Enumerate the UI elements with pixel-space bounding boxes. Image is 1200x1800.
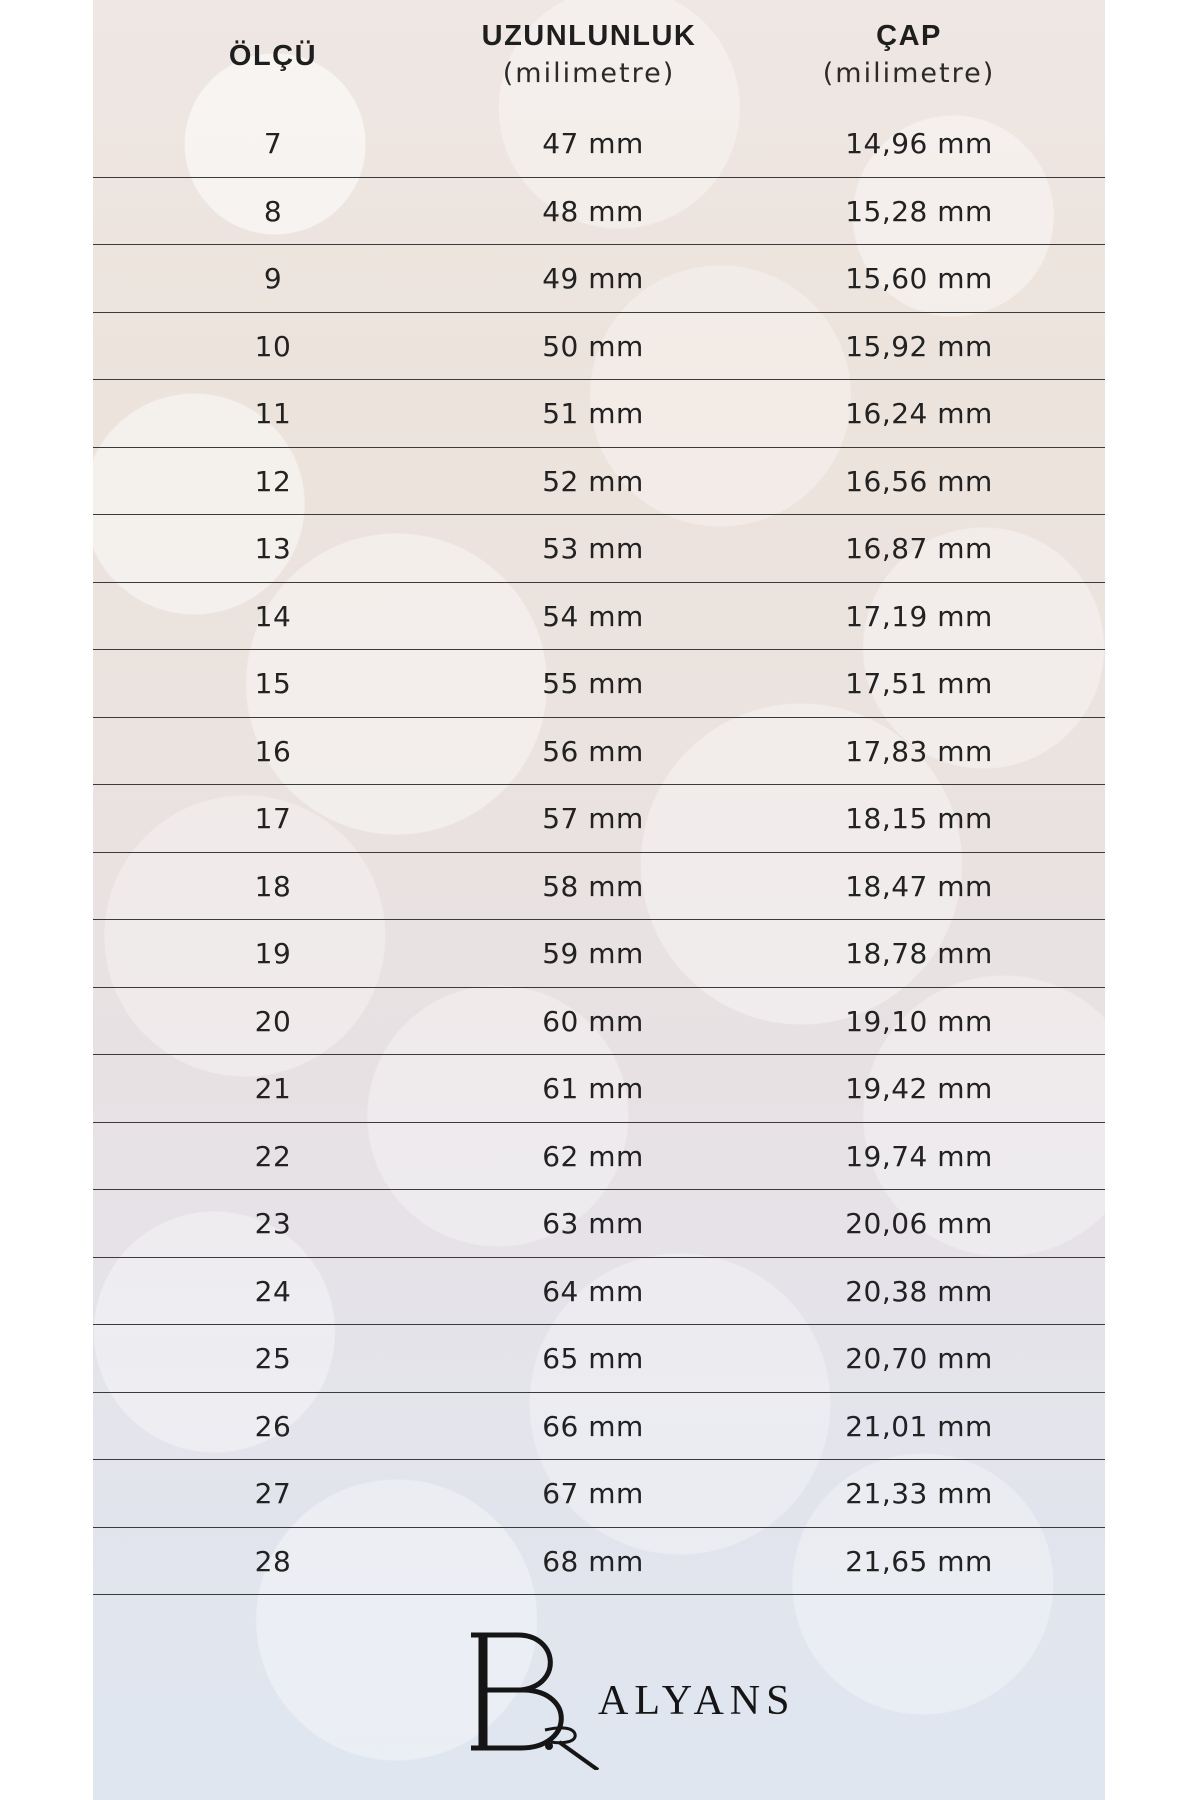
- size-cell: 8: [263, 194, 283, 228]
- size-chart-panel: [93, 0, 1105, 1800]
- length-cell: 62 mm: [542, 1139, 644, 1173]
- diameter-cell: 18,15 mm: [845, 802, 993, 835]
- size-cell: 18: [254, 869, 292, 903]
- length-cell: 52 mm: [542, 464, 644, 498]
- brand-logo-mark: [463, 1630, 803, 1770]
- table-row: [93, 1123, 1105, 1191]
- diameter-cell: 16,24 mm: [845, 397, 993, 430]
- length-cell: 55 mm: [542, 667, 644, 700]
- table-row: [93, 515, 1105, 583]
- size-cell: 17: [254, 802, 292, 835]
- size-cell: 23: [254, 1207, 292, 1240]
- size-cell: 19: [254, 937, 292, 970]
- diameter-cell: 16,87 mm: [845, 532, 993, 565]
- length-cell: 61 mm: [542, 1072, 644, 1105]
- header-diameter: [729, 0, 1089, 120]
- length-cell: 47 mm: [542, 127, 644, 160]
- table-row: [93, 1528, 1105, 1596]
- size-cell: 7: [263, 127, 283, 160]
- length-cell: 60 mm: [542, 1004, 644, 1038]
- diameter-cell: 20,38 mm: [845, 1274, 993, 1308]
- size-cell: 9: [263, 262, 283, 295]
- diameter-cell: 20,70 mm: [845, 1342, 993, 1375]
- diameter-cell: 17,83 mm: [845, 734, 993, 768]
- length-cell: 66 mm: [542, 1409, 644, 1443]
- table-row: [93, 1190, 1105, 1258]
- size-cell: 14: [254, 599, 292, 633]
- header-length: [409, 0, 769, 120]
- diameter-cell: 21,65 mm: [845, 1544, 993, 1578]
- table-row: [93, 110, 1105, 178]
- length-cell: 56 mm: [542, 734, 644, 768]
- size-cell: 20: [254, 1004, 292, 1038]
- diameter-cell: 18,47 mm: [845, 869, 993, 903]
- diameter-cell: 16,56 mm: [845, 464, 993, 498]
- size-cell: 27: [254, 1477, 292, 1510]
- table-row: [93, 853, 1105, 921]
- table-row: [93, 313, 1105, 381]
- length-cell: 50 mm: [542, 329, 644, 363]
- length-cell: 48 mm: [542, 194, 644, 228]
- table-row: [93, 785, 1105, 853]
- header-size: [153, 0, 393, 120]
- size-cell: 11: [254, 397, 292, 430]
- diameter-cell: 21,01 mm: [845, 1409, 993, 1443]
- brand-logo-text: ALYANS: [598, 1678, 796, 1724]
- table-row: [93, 920, 1105, 988]
- table-header: [93, 0, 1105, 120]
- header-length-title: UZUNLUNLUK: [481, 20, 697, 52]
- table-row: [93, 448, 1105, 516]
- size-cell: 24: [254, 1274, 292, 1308]
- diameter-cell: 14,96 mm: [845, 127, 993, 160]
- table-row: [93, 178, 1105, 246]
- diameter-cell: 19,10 mm: [845, 1004, 993, 1038]
- size-table-body: [93, 110, 1105, 1595]
- header-size-title: ÖLÇÜ: [228, 40, 318, 72]
- diameter-cell: 19,74 mm: [845, 1139, 993, 1173]
- diameter-cell: 15,28 mm: [845, 194, 993, 228]
- size-cell: 25: [254, 1342, 292, 1375]
- size-cell: 16: [254, 734, 292, 768]
- diameter-cell: 15,60 mm: [845, 262, 993, 295]
- size-cell: 28: [254, 1544, 292, 1578]
- size-cell: 13: [254, 532, 292, 565]
- header-diameter-title: ÇAP: [876, 20, 942, 52]
- table-row: [93, 583, 1105, 651]
- size-cell: 22: [254, 1139, 292, 1173]
- length-cell: 68 mm: [542, 1544, 644, 1578]
- table-row: [93, 650, 1105, 718]
- size-cell: 21: [254, 1072, 292, 1105]
- length-cell: 58 mm: [542, 869, 644, 903]
- length-cell: 53 mm: [542, 532, 644, 565]
- length-cell: 67 mm: [542, 1477, 644, 1510]
- length-cell: 57 mm: [542, 802, 644, 835]
- diameter-cell: 17,51 mm: [845, 667, 993, 700]
- diameter-cell: 19,42 mm: [845, 1072, 993, 1105]
- diameter-cell: 18,78 mm: [845, 937, 993, 970]
- table-row: [93, 718, 1105, 786]
- size-cell: 10: [254, 329, 292, 363]
- diameter-cell: 15,92 mm: [845, 329, 993, 363]
- length-cell: 63 mm: [542, 1207, 644, 1240]
- length-cell: 65 mm: [542, 1342, 644, 1375]
- table-row: [93, 380, 1105, 448]
- diameter-cell: 20,06 mm: [845, 1207, 993, 1240]
- length-cell: 51 mm: [542, 397, 644, 430]
- length-cell: 59 mm: [542, 937, 644, 970]
- table-row: [93, 245, 1105, 313]
- diameter-cell: 17,19 mm: [845, 599, 993, 633]
- size-cell: 12: [254, 464, 292, 498]
- table-row: [93, 1325, 1105, 1393]
- table-row: [93, 988, 1105, 1056]
- brand-logo: [463, 1630, 803, 1770]
- diameter-cell: 21,33 mm: [845, 1477, 993, 1510]
- length-cell: 54 mm: [542, 599, 644, 633]
- size-cell: 15: [254, 667, 292, 700]
- table-row: [93, 1055, 1105, 1123]
- table-row: [93, 1460, 1105, 1528]
- table-row: [93, 1258, 1105, 1326]
- length-cell: 49 mm: [542, 262, 644, 295]
- table-row: [93, 1393, 1105, 1461]
- size-cell: 26: [254, 1409, 292, 1443]
- header-length-unit: (milimetre): [502, 58, 676, 89]
- length-cell: 64 mm: [542, 1274, 644, 1308]
- header-diameter-unit: (milimetre): [822, 58, 996, 89]
